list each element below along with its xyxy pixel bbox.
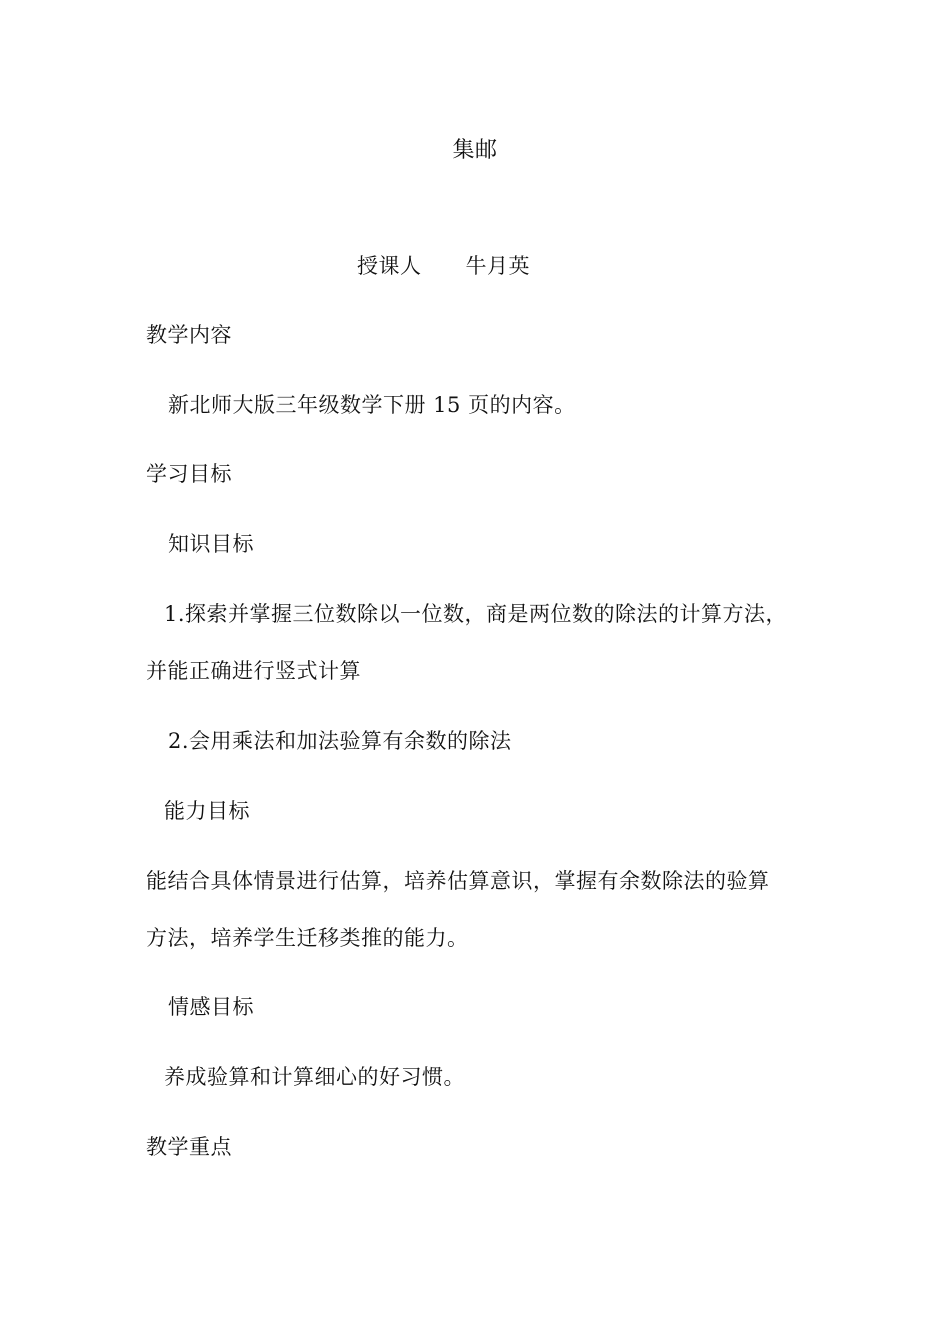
key-points-heading: 教学重点 [146,1135,232,1159]
ability-heading: 能力目标 [164,799,250,823]
document-title: 集邮 [452,138,498,163]
author-label: 授课人 [357,254,422,278]
emotion-text: 养成验算和计算细心的好习惯。 [164,1065,465,1089]
ability-line-2: 方法，培养学生迁移类推的能力。 [146,926,469,950]
knowledge-item-1-line-2: 并能正确进行竖式计算 [146,659,361,683]
knowledge-item-1-line-1: 1.探索并掌握三位数除以一位数，商是两位数的除法的计算方法， [164,602,788,626]
content-text: 新北师大版三年级数学下册 15 页的内容。 [168,393,576,417]
objectives-heading: 学习目标 [146,462,232,486]
ability-line-1: 能结合具体情景进行估算，培养估算意识，掌握有余数除法的验算 [146,869,770,893]
knowledge-heading: 知识目标 [168,532,254,556]
knowledge-item-2: 2.会用乘法和加法验算有余数的除法 [168,729,512,753]
content-heading: 教学内容 [146,323,232,347]
emotion-heading: 情感目标 [168,995,254,1019]
author-line [357,252,530,280]
author-name: 牛月英 [465,254,530,278]
